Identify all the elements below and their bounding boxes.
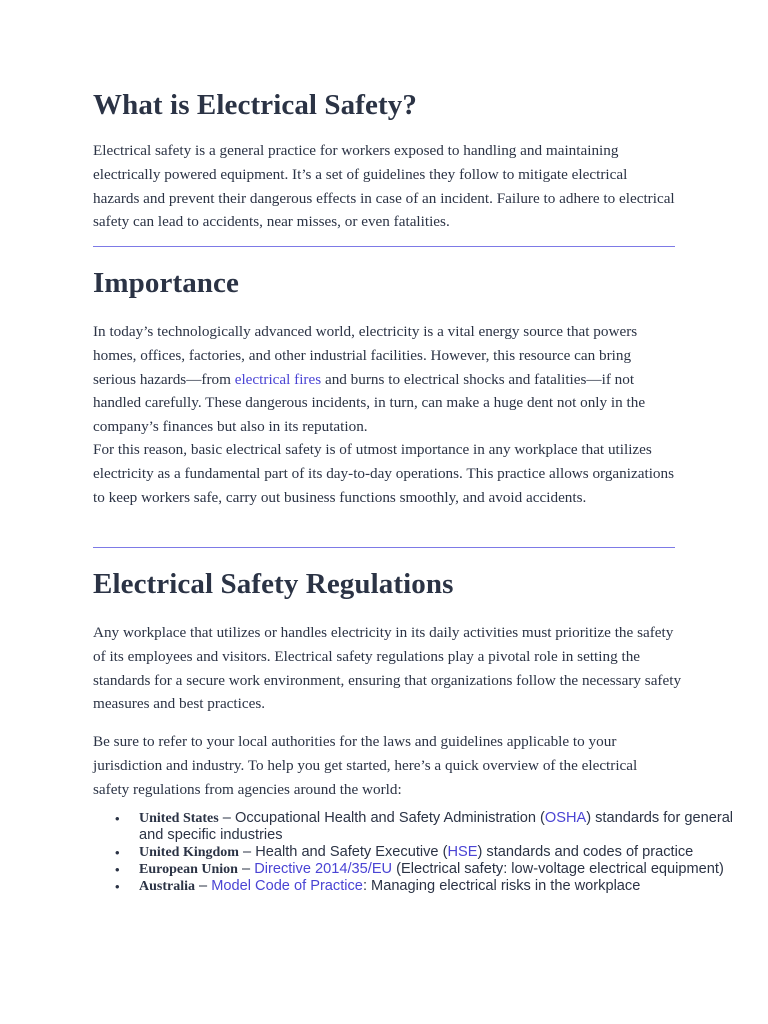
country-name: Australia	[139, 879, 195, 894]
list-text: ) standards for general and specific industries	[139, 810, 734, 843]
paragraph-text: and burns to electrical shocks and fatalities—if not handled carefully. These dangerous incidents, in turn, can make a huge dent not only in the company’s finances but also in its reputation.	[93, 370, 646, 436]
link-osha[interactable]: OSHA	[544, 810, 587, 826]
list-text: (Electrical safety: low-voltage electrical equipment)	[392, 861, 724, 877]
bullet-icon: •	[115, 845, 120, 860]
paragraph-text: In today’s technologically advanced world, electricity is a vital energy source that powers homes, offices, factories, and other industrial facilities. However, this resource can bring serious hazards—from	[93, 323, 638, 388]
heading-importance: Importance	[93, 267, 239, 299]
dash-separator: –	[218, 810, 235, 826]
heading-what-is-electrical-safety: What is Electrical Safety?	[93, 89, 417, 121]
section-divider	[93, 547, 675, 548]
paragraph-definition: Electrical safety is a general practice for workers exposed to handling and maintaining electrically powered equipment. It’s a set of guidelines they follow to mitigate electrical hazards and prevent their dangerous effects in case of an incident. Failure to adhere to electrical safety can lead to accidents, near misses, or even fatalities.	[93, 142, 675, 231]
regulations-list	[93, 810, 739, 895]
paragraph-regulations-1: Any workplace that utilizes or handles electricity in its daily activities must prioritize the safety of its employees and visitors. Electrical safety regulations play a pivotal role in setting the standards for a secure work environment, ensuring that organizations follow the necessary safety measures and best practices.	[93, 624, 682, 713]
dash-separator: –	[238, 844, 256, 860]
list-item	[115, 844, 739, 861]
list-item	[115, 861, 739, 878]
link-model-code-of-practice[interactable]: Model Code of Practice	[211, 878, 363, 894]
bullet-icon: •	[115, 811, 120, 826]
list-text: : Managing electrical risks in the workplace	[362, 878, 641, 894]
dash-separator: –	[237, 861, 255, 877]
link-electrical-fires[interactable]: electrical fires	[234, 370, 322, 388]
paragraph-importance-2: For this reason, basic electrical safety is of utmost importance in any workplace that utilizes electricity as a fundamental part of its day-to-day operations. This practice allows organizations to keep workers safe, carry out business functions smoothly, and avoid accidents.	[93, 441, 675, 506]
heading-electrical-safety-regulations: Electrical Safety Regulations	[93, 568, 454, 600]
dash-separator: –	[195, 878, 212, 894]
list-item	[115, 810, 739, 844]
country-name: United Kingdom	[139, 845, 239, 860]
list-item	[115, 878, 739, 895]
list-text: ) standards and codes of practice	[477, 844, 694, 860]
link-hse[interactable]: HSE	[447, 844, 478, 860]
section-divider	[93, 246, 675, 247]
paragraph-regulations-2: Be sure to refer to your local authorities for the laws and guidelines applicable to your jurisdiction and industry. To help you get started, here’s a quick overview of the electrical safety regulations from agencies around the world:	[93, 733, 638, 798]
list-text: Health and Safety Executive (	[255, 844, 448, 860]
link-directive-2014-35-eu[interactable]: Directive 2014/35/EU	[254, 861, 393, 877]
bullet-icon: •	[115, 862, 120, 877]
country-name: European Union	[139, 862, 238, 877]
bullet-icon: •	[115, 879, 120, 894]
paragraph-importance-1	[93, 320, 675, 439]
country-name: United States	[139, 811, 219, 826]
list-text: Occupational Health and Safety Administration (	[234, 810, 545, 826]
